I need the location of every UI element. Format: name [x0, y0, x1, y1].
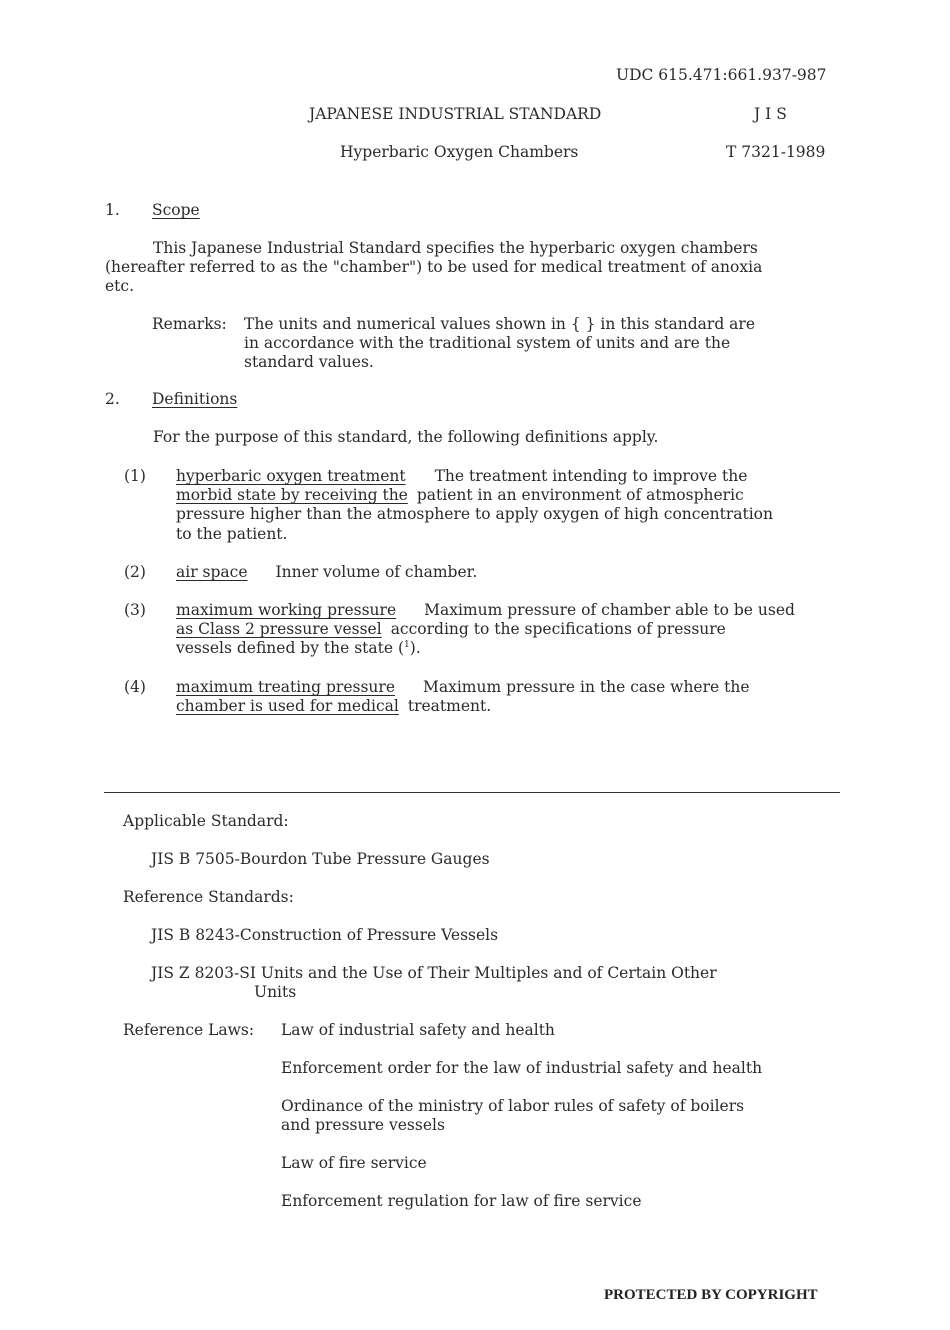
definition-line — [176, 678, 750, 697]
definition-3-text: according to the specifications of pressure — [390, 620, 726, 639]
reference-standard: JIS B 8243-Construction of Pressure Vessels — [151, 926, 499, 944]
remarks-label: Remarks: — [152, 315, 227, 333]
standard-body: JAPANESE INDUSTRIAL STANDARD — [309, 105, 602, 123]
scope-paragraph — [0, 239, 762, 297]
reference-standard: JIS Z 8203-SI Units and the Use of Their Multiples and of Certain Other — [151, 964, 717, 982]
reference-law: Enforcement order for the law of industrial safety and health — [281, 1059, 763, 1077]
definition-1 — [176, 467, 773, 544]
definition-2-number: (2) — [124, 563, 146, 581]
reference-law: Law of industrial safety and health — [281, 1021, 555, 1039]
definition-line: to the patient. — [176, 524, 288, 543]
definition-1-text: The treatment intending to improve the — [434, 467, 748, 485]
definition-4 — [176, 678, 750, 716]
definition-4-number: (4) — [124, 678, 146, 696]
applicable-standard: JIS B 7505-Bourdon Tube Pressure Gauges — [151, 850, 490, 868]
definition-4-text: treatment. — [407, 697, 492, 716]
reference-standards-label: Reference Standards: — [123, 888, 294, 906]
standard-number: T 7321-1989 — [726, 143, 826, 161]
udc-number: UDC 615.471:661.937-987 — [616, 66, 827, 84]
section-1-heading: Scope — [152, 201, 200, 219]
section-1-number: 1. — [105, 201, 120, 219]
reference-law: Law of fire service — [281, 1154, 427, 1172]
definition-3-text: vessels defined by the state ( — [176, 639, 405, 658]
definition-3-text: Maximum pressure of chamber able to be used — [424, 601, 795, 619]
definition-line — [176, 601, 795, 620]
reference-standard-cont: Units — [254, 983, 297, 1001]
definition-1-term: hyperbaric oxygen treatment — [176, 467, 406, 485]
reference-law: Enforcement regulation for law of fire service — [281, 1192, 642, 1210]
jis-mark: J I S — [754, 105, 787, 123]
definition-line — [176, 620, 795, 639]
definition-2-term: air space — [176, 563, 248, 581]
definition-line — [176, 639, 795, 661]
remarks-text — [244, 315, 755, 373]
definition-4-term-cont: chamber is used for medical — [176, 697, 399, 716]
definition-3-term-cont: as Class 2 pressure vessel — [176, 620, 382, 639]
scope-line: etc. — [105, 277, 135, 296]
definition-4-text: Maximum pressure in the case where the — [423, 678, 750, 696]
remarks-line: in accordance with the traditional system of units and are the — [244, 334, 731, 353]
definition-1-text: patient in an environment of atmospheric — [416, 486, 744, 505]
footnote-mark: 1 — [404, 640, 410, 651]
definition-3-text-end: ). — [409, 639, 421, 658]
reference-law-cont: and pressure vessels — [281, 1116, 445, 1134]
definition-line: pressure higher than the atmosphere to apply oxygen of high concentration — [176, 505, 773, 524]
reference-law: Ordinance of the ministry of labor rules of safety of boilers — [281, 1097, 745, 1115]
definition-2 — [176, 563, 477, 581]
definitions-intro: For the purpose of this standard, the following definitions apply. — [153, 428, 659, 446]
definition-3 — [176, 601, 795, 662]
definition-3-term: maximum working pressure — [176, 601, 397, 619]
section-2-number: 2. — [105, 390, 120, 408]
definition-line — [176, 697, 750, 716]
definition-2-text: Inner volume of chamber. — [275, 563, 478, 581]
definition-line — [176, 467, 773, 486]
reference-laws-label: Reference Laws: — [123, 1021, 255, 1039]
document-title: Hyperbaric Oxygen Chambers — [340, 143, 579, 161]
definition-1-term-cont: morbid state by receiving the — [176, 486, 408, 505]
scope-line: (hereafter referred to as the "chamber") to be used for medical treatment of anoxia — [105, 258, 763, 277]
definition-3-number: (3) — [124, 601, 146, 619]
remarks-line: standard values. — [244, 353, 374, 372]
applicable-standard-label: Applicable Standard: — [123, 812, 289, 830]
scope-line: This Japanese Industrial Standard specifies the hyperbaric oxygen chambers — [153, 239, 758, 257]
definition-4-term: maximum treating pressure — [176, 678, 395, 696]
definition-line — [176, 486, 773, 505]
footnote-divider — [104, 792, 840, 793]
copyright-notice: PROTECTED BY COPYRIGHT — [604, 1287, 818, 1303]
remarks-line: The units and numerical values shown in { } in this standard are — [244, 315, 755, 333]
section-2-heading: Definitions — [152, 390, 238, 408]
definition-1-number: (1) — [124, 467, 146, 485]
